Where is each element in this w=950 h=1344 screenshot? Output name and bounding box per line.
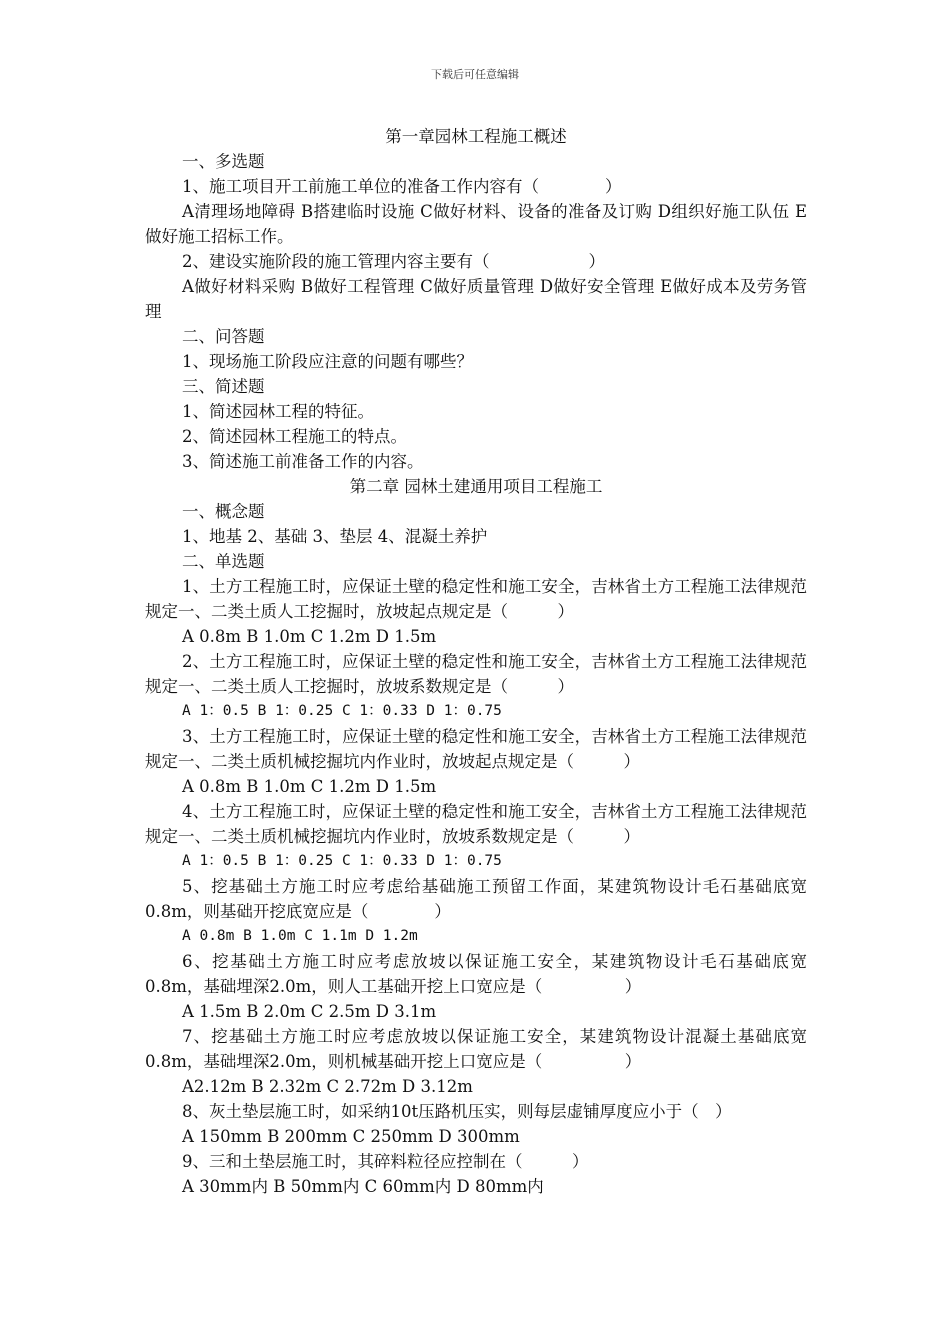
question-options: A 150mm B 200mm C 250mm D 300mm: [182, 1127, 520, 1146]
question-options: A 0.8m B 1.0m C 1.2m D 1.5m: [182, 777, 437, 796]
question-options: A 1.5m B 2.0m C 2.5m D 3.1m: [182, 1002, 437, 1021]
question: 1、施工项目开工前施工单位的准备工作内容有（ ）: [182, 177, 622, 196]
question: 8、灰土垫层施工时，如采纳10t压路机压实，则每层虚铺厚度应小于（ ）: [182, 1102, 732, 1121]
question-options: A 1：0.5 B 1：0.25 C 1：0.33 D 1：0.75: [182, 853, 502, 869]
question: 2、建设实施阶段的施工管理内容主要有（ ）: [182, 252, 605, 271]
question-options: A2.12m B 2.32m C 2.72m D 3.12m: [182, 1077, 473, 1096]
question-options: A 0.8m B 1.0m C 1.2m D 1.5m: [182, 627, 437, 646]
section-heading: 一、多选题: [182, 152, 265, 171]
document-body: [145, 124, 807, 1199]
question: 3、土方工程施工时，应保证土壁的稳定性和施工安全，吉林省土方工程施工法律规范规定一、二类土质机械挖掘坑内作业时，放坡起点规定是（ ）: [145, 727, 807, 771]
question-options: A清理场地障碍 B搭建临时设施 C做好材料、设备的准备及订购 D组织好施工队伍 E做好施工招标工作。: [145, 202, 807, 246]
chapter-1-title: 第一章园林工程施工概述: [385, 127, 567, 146]
question: 2、土方工程施工时，应保证土壁的稳定性和施工安全，吉林省土方工程施工法律规范规定一、二类土质人工挖掘时，放坡系数规定是（ ）: [145, 652, 807, 696]
question-options: A 1：0.5 B 1：0.25 C 1：0.33 D 1：0.75: [182, 703, 502, 719]
question: 4、土方工程施工时，应保证土壁的稳定性和施工安全，吉林省土方工程施工法律规范规定一、二类土质机械挖掘坑内作业时，放坡系数规定是（ ）: [145, 802, 807, 846]
question: 7、挖基础土方施工时应考虑放坡以保证施工安全，某建筑物设计混凝土基础底宽0.8m，基础埋深2.0m，则机械基础开挖上口宽应是（ ）: [145, 1027, 807, 1071]
question: 1、现场施工阶段应注意的问题有哪些？: [182, 352, 473, 371]
question: 3、简述施工前准备工作的内容。: [182, 452, 424, 471]
section-heading: 二、问答题: [182, 327, 265, 346]
section-heading: 一、概念题: [182, 502, 265, 521]
question-options: A 0.8m B 1.0m C 1.1m D 1.2m: [182, 928, 418, 944]
question: 1、简述园林工程的特征。: [182, 402, 374, 421]
chapter-2-title: 第二章 园林土建通用项目工程施工: [349, 477, 603, 496]
page-header: 下载后可任意编辑: [431, 68, 519, 81]
question: 1、土方工程施工时，应保证土壁的稳定性和施工安全，吉林省土方工程施工法律规范规定一、二类土质人工挖掘时，放坡起点规定是（ ）: [145, 577, 807, 621]
section-heading: 三、简述题: [182, 377, 265, 396]
question-options: A做好材料采购 B做好工程管理 C做好质量管理 D做好安全管理 E做好成本及劳务管理: [145, 277, 807, 321]
question: 2、简述园林工程施工的特点。: [182, 427, 407, 446]
question: 9、三和土垫层施工时，其碎料粒径应控制在（ ）: [182, 1152, 589, 1171]
question: 6、挖基础土方施工时应考虑放坡以保证施工安全，某建筑物设计毛石基础底宽0.8m，基础埋深2.0m，则人工基础开挖上口宽应是（ ）: [145, 952, 807, 996]
concept-list: 1、地基 2、基础 3、垫层 4、混凝土养护: [182, 527, 488, 546]
question-options: A 30mm内 B 50mm内 C 60mm内 D 80mm内: [182, 1177, 544, 1196]
question: 5、挖基础土方施工时应考虑给基础施工预留工作面，某建筑物设计毛石基础底宽0.8m，则基础开挖底宽应是（ ）: [145, 877, 807, 921]
section-heading: 二、单选题: [182, 552, 265, 571]
